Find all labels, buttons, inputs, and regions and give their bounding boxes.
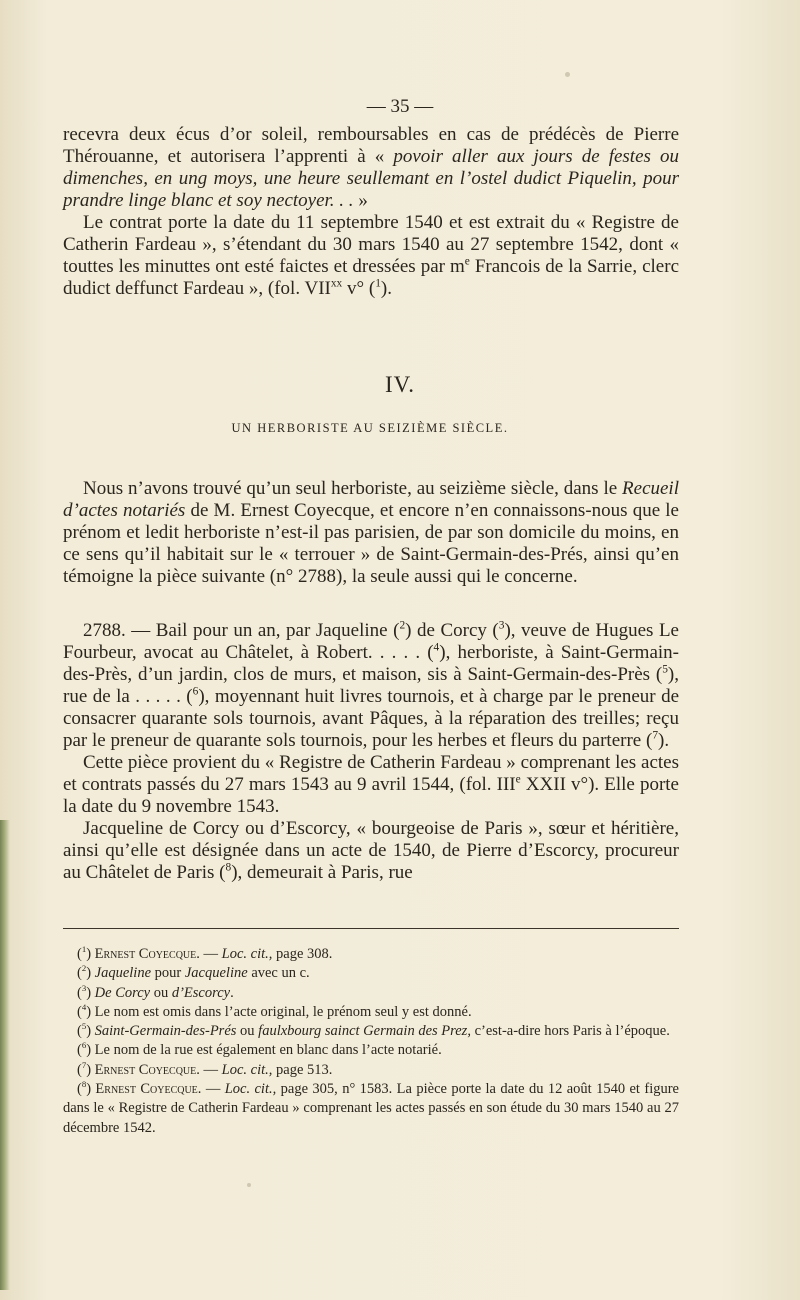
entry-block — [63, 620, 679, 884]
recueil-title: Recueil d’actes notariés — [63, 478, 679, 521]
footnote: ($^8$) Ernest Coyecque. — Loc. cit., page 305, n° 1583. La pièce porte la date du 12 août 1540 et figure dans le « Registre de Catherin Fardeau » comprenant les actes passés en son étude du 30 mars 1540 au 27 décembre 1542. — [63, 1079, 679, 1136]
quoted-italic: povoir aller aux jours de festes ou dimenches, en ung moys, une heure seullemant en l’ostel dudict Piquelin, pour prandre linge blanc et soy nectoyer. . . — [63, 146, 679, 211]
binding-edge — [0, 820, 10, 1290]
section-heading: IV. — [384, 372, 416, 397]
footnote-divider — [63, 928, 679, 929]
paper-spot — [565, 72, 570, 77]
top-text-block — [63, 124, 679, 300]
paragraph-provenance: Cette pièce provient du « Registre de Catherin Fardeau » comprenant les actes et contrats passés du 27 mars 1543 au 9 avril 1544, (fol. IIIe XXII v°). Elle porte la date du 9 novembre 1543. — [63, 752, 679, 817]
footnote: ($^5$) Saint-Germain-des-Prés ou faulxbourg sainct Germain des Prez, c’est-a-dire hors Paris à l’époque. — [77, 1021, 670, 1040]
entry-2788: 2788. — Bail pour un an, par Jaqueline ($^2$) de Corcy ($^3$), veuve de Hugues Le Fourbeur, avocat au Châtelet, à Robert. . . . . ($^4$), herboriste, à Saint-Germain-des-Près, d’un jardin, clos de murs, et maison, sis à Saint-Germain-des-Près ($^5$), rue de la . . . . . ($^6$), moyennant huit livres tournois, et à charge par le preneur de consacrer quarante sols tournois, avant Pâques, à la réparation des treilles; reçu par le preneur de quarante sols tournois, pour les herbes et fleurs du parterre ($^7$). — [63, 619, 680, 751]
paragraph-jacqueline: Jacqueline de Corcy ou d’Escorcy, « bourgeoise de Paris », sœur et héritière, ainsi qu’elle est désignée dans un acte de 1540, de Pierre d’Escorcy, procureur au Châtelet de Paris ($^8$), demeurait à Paris, rue — [63, 818, 679, 883]
footnote: ($^7$) Ernest Coyecque. — Loc. cit., page 513. — [77, 1059, 333, 1078]
paper-spot — [247, 1183, 251, 1187]
footnote: ($^6$) Le nom de la rue est également en blanc dans l’acte notarié. — [77, 1040, 442, 1059]
paragraph-apprentice: recevra deux écus d’or soleil, remboursables en cas de prédécès de Pierre Thérouanne, et autorisera l’apprenti à « povoir aller aux jours de festes ou dimenches, en ung moys, une heure seullemant en l’ostel dudict Piquelin, pour prandre linge blanc et soy nectoyer. . . » — [63, 124, 679, 211]
footnote-ref: 1 — [375, 277, 381, 290]
footnote: ($^2$) Jaqueline pour Jacqueline avec un c. — [77, 963, 310, 982]
section-subtitle: UN HERBORISTE AU SEIZIÈME SIÈCLE. — [231, 421, 509, 435]
intro-paragraph: Nous n’avons trouvé qu’un seul herboriste, au seizième siècle, dans le Recueil d’actes notariés de M. Ernest Coyecque, et encore n’en connaissons-nous que le prénom et ledit herboriste n’est-il pas parisien, de par son domicile du moins, en ce sens qu’il habitait sur le « terrouer » de Saint-Germain-des-Prés, ainsi qu’en témoigne la pièce suivante (n° 2788), la seule aussi qui le concerne. — [63, 478, 679, 587]
footnote: ($^3$) De Corcy ou d’Escorcy. — [77, 982, 234, 1001]
paragraph-contract: Le contrat porte la date du 11 septembre 1540 et est extrait du « Registre de Catherin Fardeau », s’étendant du 30 mars 1540 au 27 septembre 1542, dont « touttes les minuttes ont esté faictes et dressées par $m^e$ Francois de la Sarrie, clerc dudict deffunct Fardeau », (fol. VII$^{xx}$ v° ($^1$). — [63, 212, 679, 299]
footnote: ($^1$) Ernest Coyecque. — Loc. cit., page 308. — [77, 944, 333, 962]
footnotes — [63, 945, 679, 1138]
footnote: ($^4$) Le nom est omis dans l’acte original, le prénom seul y est donné. — [77, 1002, 472, 1020]
page-number: — 35 — — [366, 96, 434, 117]
